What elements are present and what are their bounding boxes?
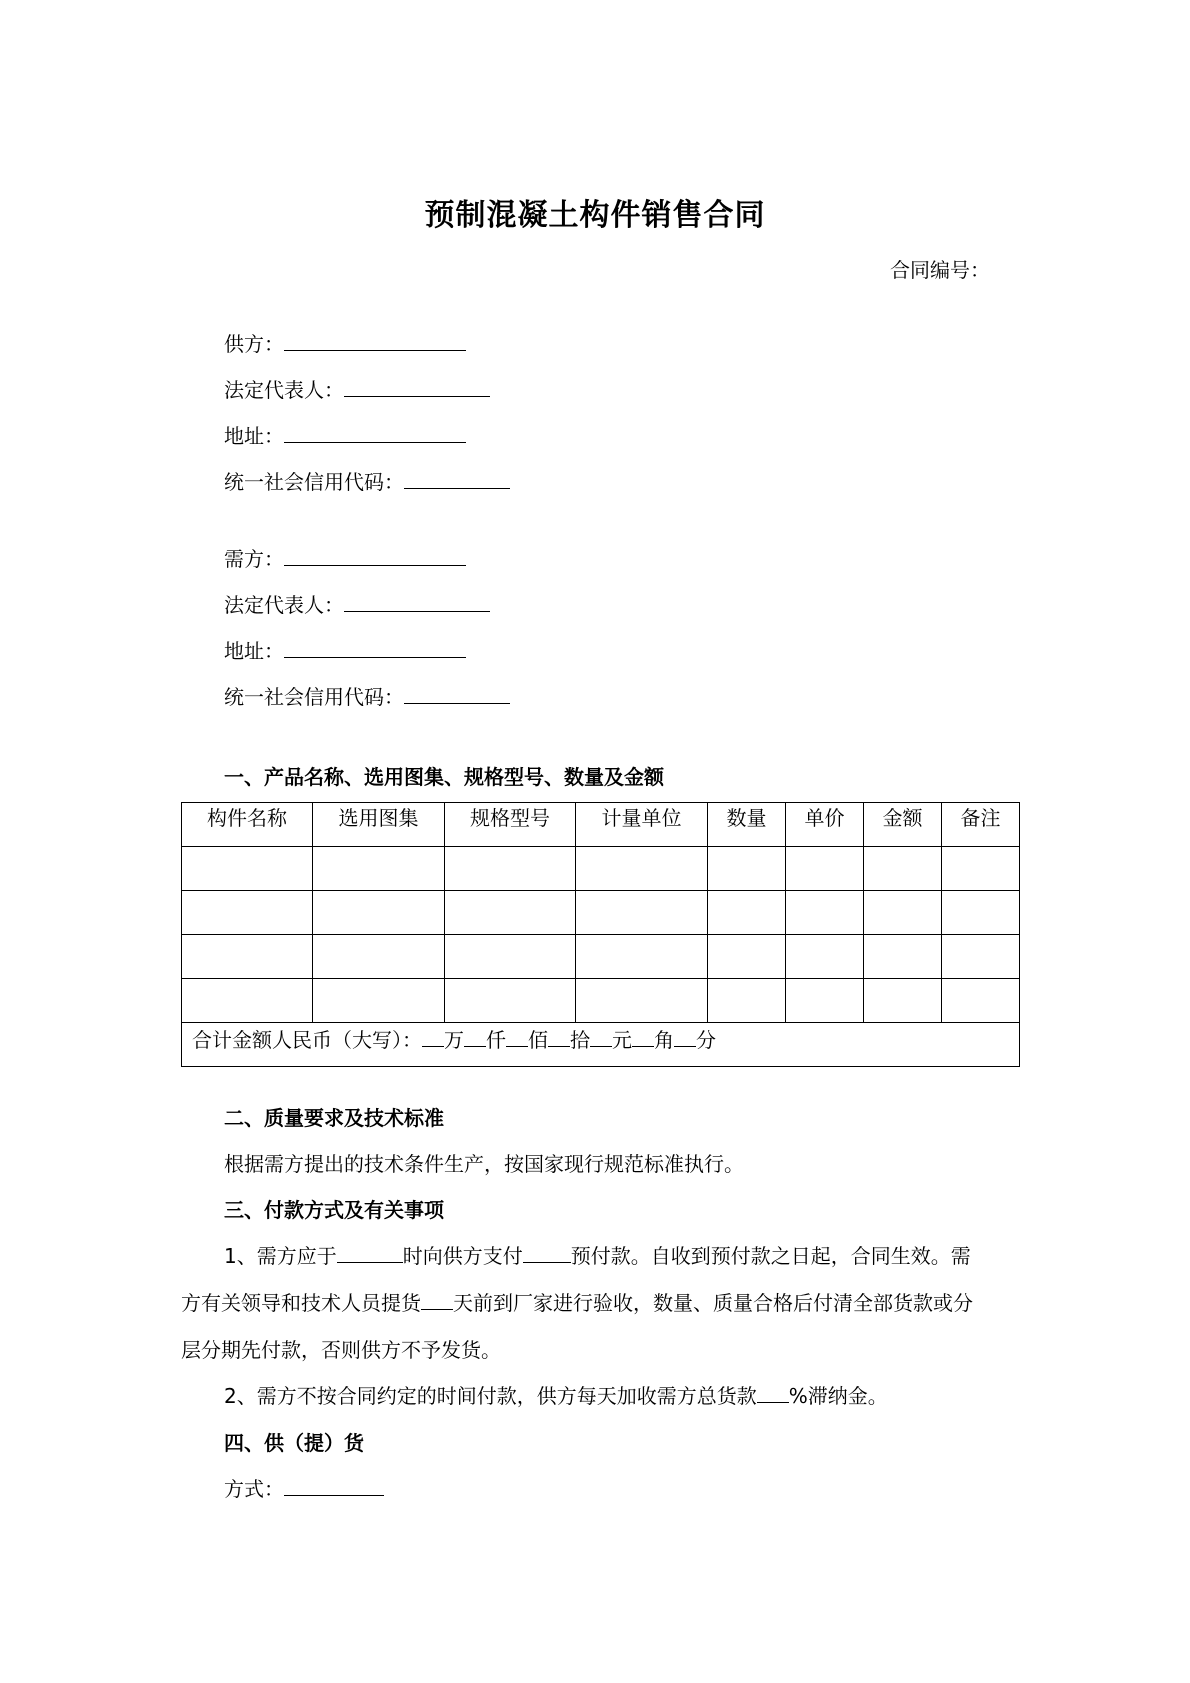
buyer-address-line [224,635,466,665]
table-cell[interactable] [445,891,576,935]
table-cell[interactable] [313,847,445,891]
table-header-cell: 数量 [708,803,786,847]
unit-label: 万 [444,1028,464,1052]
table-cell[interactable] [313,979,445,1023]
item1-text: 天前到厂家进行验收，数量、质量合格后付清全部货款或分 [453,1291,973,1315]
table-cell[interactable] [576,935,708,979]
item2-text: %滞纳金。 [788,1384,888,1408]
item1-text: 预付款。自收到预付款之日起，合同生效。需 [570,1244,971,1268]
buyer-party-field[interactable] [284,543,466,566]
section3-heading: 三、付款方式及有关事项 [224,1198,444,1222]
table-cell[interactable] [445,979,576,1023]
buyer-credit-code-line [224,681,510,711]
item1-text: 时向供方支付 [402,1244,523,1268]
product-table [181,802,1020,1067]
amount-blank[interactable] [674,1024,696,1047]
section3-item1-line3: 层分期先付款，否则供方不予发货。 [181,1338,501,1362]
section2-heading: 二、质量要求及技术标准 [224,1106,444,1130]
buyer-legal-rep-line [224,589,490,619]
delivery-method-blank[interactable] [284,1473,384,1496]
total-amount-cell [182,1023,1020,1067]
table-cell[interactable] [708,935,786,979]
section1-heading: 一、产品名称、选用图集、规格型号、数量及金额 [224,765,664,789]
amount-blank[interactable] [422,1024,444,1047]
table-cell[interactable] [864,891,942,935]
table-cell[interactable] [708,979,786,1023]
table-row [182,935,1020,979]
supplier-legal-rep-label: 法定代表人： [224,378,344,402]
section2-text: 根据需方提出的技术条件生产，按国家现行规范标准执行。 [224,1152,744,1176]
table-cell[interactable] [182,935,313,979]
buyer-credit-code-label: 统一社会信用代码： [224,685,404,709]
table-header-cell: 规格型号 [445,803,576,847]
supplier-legal-rep-field[interactable] [344,374,490,397]
table-cell[interactable] [576,891,708,935]
unit-label: 元 [612,1028,632,1052]
unit-label: 角 [654,1028,674,1052]
table-cell[interactable] [182,979,313,1023]
table-cell[interactable] [786,891,864,935]
supplier-credit-code-field[interactable] [404,466,510,489]
amount-blank[interactable] [548,1024,570,1047]
table-header-cell: 计量单位 [576,803,708,847]
table-cell[interactable] [942,891,1020,935]
inspection-days-blank[interactable] [421,1287,453,1310]
item2-text: 2、需方不按合同约定的时间付款，供方每天加收需方总货款 [224,1384,757,1408]
buyer-credit-code-field[interactable] [404,681,510,704]
payment-time-blank[interactable] [337,1240,403,1263]
table-row [182,979,1020,1023]
unit-label: 拾 [570,1028,590,1052]
table-cell[interactable] [182,891,313,935]
section4-heading: 四、供（提）货 [224,1431,364,1455]
supplier-legal-rep-line [224,374,490,404]
table-cell[interactable] [864,979,942,1023]
table-cell[interactable] [864,847,942,891]
table-cell[interactable] [786,847,864,891]
table-cell[interactable] [864,935,942,979]
unit-label: 佰 [528,1028,548,1052]
supplier-address-label: 地址： [224,424,284,448]
contract-number-label: 合同编号： [890,258,990,282]
buyer-party-line [224,543,466,573]
buyer-address-field[interactable] [284,635,466,658]
prepayment-blank[interactable] [523,1240,571,1263]
section3-item1-line2 [181,1287,973,1316]
table-cell[interactable] [786,935,864,979]
buyer-address-label: 地址： [224,639,284,663]
table-cell[interactable] [786,979,864,1023]
buyer-legal-rep-label: 法定代表人： [224,593,344,617]
total-amount-label: 合计金额人民币（大写）： [192,1028,422,1052]
unit-label: 分 [696,1028,716,1052]
item1-text: 1、需方应于 [224,1244,337,1268]
table-header-cell: 备注 [942,803,1020,847]
supplier-credit-code-line [224,466,510,496]
table-cell[interactable] [182,847,313,891]
unit-label: 仟 [486,1028,506,1052]
table-cell[interactable] [576,847,708,891]
table-cell[interactable] [313,935,445,979]
table-cell[interactable] [942,847,1020,891]
section3-item1-line1 [224,1240,971,1269]
table-cell[interactable] [445,847,576,891]
amount-blank[interactable] [464,1024,486,1047]
document-title: 预制混凝土构件销售合同 [424,198,766,233]
table-header-row [182,803,1020,847]
table-cell[interactable] [445,935,576,979]
table-cell[interactable] [576,979,708,1023]
supplier-address-line [224,420,466,450]
table-row [182,891,1020,935]
table-cell[interactable] [708,847,786,891]
table-header-cell: 构件名称 [182,803,313,847]
amount-blank[interactable] [506,1024,528,1047]
table-cell[interactable] [313,891,445,935]
table-header-cell: 选用图集 [313,803,445,847]
table-cell[interactable] [942,979,1020,1023]
buyer-legal-rep-field[interactable] [344,589,490,612]
late-fee-rate-blank[interactable] [757,1380,789,1403]
amount-blank[interactable] [590,1024,612,1047]
supplier-party-line [224,328,466,358]
section3-item2 [224,1380,888,1409]
table-cell[interactable] [942,935,1020,979]
amount-blank[interactable] [632,1024,654,1047]
table-total-row [182,1023,1020,1067]
section4-method-line [224,1473,384,1502]
item1-text: 方有关领导和技术人员提货 [181,1291,421,1315]
table-header-cell: 金额 [864,803,942,847]
supplier-party-label: 供方： [224,332,284,356]
table-row [182,847,1020,891]
supplier-party-field[interactable] [284,328,466,351]
method-label: 方式： [224,1477,284,1501]
table-cell[interactable] [708,891,786,935]
supplier-address-field[interactable] [284,420,466,443]
table-header-cell: 单价 [786,803,864,847]
buyer-party-label: 需方： [224,547,284,571]
supplier-credit-code-label: 统一社会信用代码： [224,470,404,494]
